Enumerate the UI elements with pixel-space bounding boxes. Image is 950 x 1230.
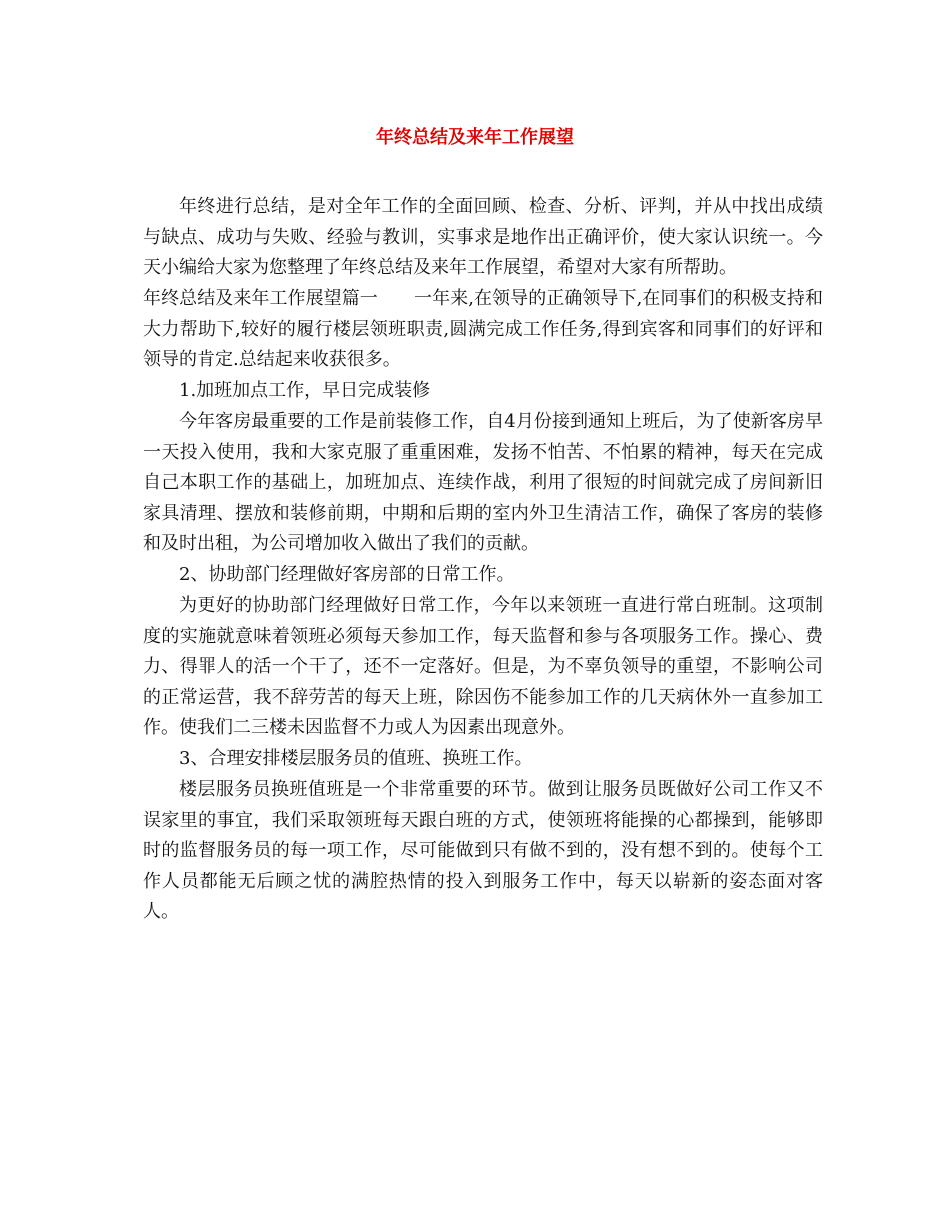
paragraph-3: 楼层服务员换班值班是一个非常重要的环节。做到让服务员既做好公司工作又不误家里的事宜，我们采取领班每天跟白班的方式，使领班将能操的心都操到，能够即时的监督服务员的每一项工作，尽可能做到只有做不到的，没有想不到的。使每个工作人员都能无后顾之忧的满腔热情的投入到服务工作中，每天以崭新的姿态面对客人。 <box>143 779 823 922</box>
document-title: 年终总结及来年工作展望 <box>376 127 574 148</box>
section-heading-3: 3、合理安排楼层服务员的值班、换班工作。 <box>179 748 533 769</box>
paragraph-intro: 年终进行总结，是对全年工作的全面回顾、检查、分析、评判，并从中找出成绩与缺点、成功与失败、经验与教训，实事求是地作出正确评价，使大家认识统一。今天小编给大家为您整理了年终总结及来年工作展望，希望对大家有所帮助。 <box>143 196 823 278</box>
paragraph-2: 为更好的协助部门经理做好日常工作，今年以来领班一直进行常白班制。这项制度的实施就意味着领班必须每天参加工作，每天监督和参与各项服务工作。操心、费力、得罪人的活一个干了，还不一定落好。但是，为不辜负领导的重望，不影响公司的正常运营，我不辞劳苦的每天上班，除因伤不能参加工作的几天病休外一直参加工作。使我们二三楼未因监督不力或人为因素出现意外。 <box>143 595 823 738</box>
paragraph-part1-opening: 年终总结及来年工作展望篇一 一年来,在领导的正确领导下,在同事们的积极支持和大力帮助下,较好的履行楼层领班职责,圆满完成工作任务,得到宾客和同事们的好评和领导的肯定.总结起来收获很多。 <box>143 288 823 370</box>
document-body <box>143 192 823 928</box>
section-heading-2: 2、协助部门经理做好客房部的日常工作。 <box>179 564 515 585</box>
paragraph-1: 今年客房最重要的工作是前装修工作，自4月份接到通知上班后，为了使新客房早一天投入使用，我和大家克服了重重困难，发扬不怕苦、不怕累的精神，每天在完成自己本职工作的基础上，加班加点、连续作战，利用了很短的时间就完成了房间新旧家具清理、摆放和装修前期，中期和后期的室内外卫生清洁工作，确保了客房的装修和及时出租，为公司增加收入做出了我们的贡献。 <box>143 411 823 554</box>
section-heading-1: 1.加班加点工作，早日完成装修 <box>179 380 431 401</box>
